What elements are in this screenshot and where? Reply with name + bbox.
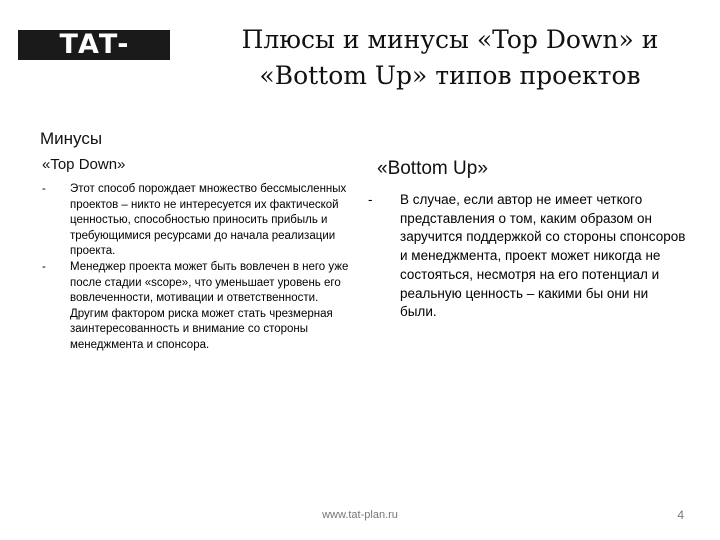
list-item (42, 182, 352, 260)
bottom-up-heading: «Bottom Up» (377, 158, 488, 179)
list-item-text: В случае, если автор не имеет четкого представления о том, каким образом он заручится поддержкой со стороны спонсоров и менеджмента, проект может никогда не состояться, несмотря на его потенциал и реальную ценность – какими бы они ни были. (400, 192, 686, 320)
top-down-cons-list (42, 182, 352, 354)
footer-url: www.tat-plan.ru (322, 509, 398, 521)
list-item-text: Этот способ порождает множество бессмысленных проектов – никто не интересуется их фактической ценностью, способностью приносить прибыль и требующимися ресурсами до начала реализации проекта. (70, 183, 347, 258)
cons-heading: Минусы (40, 129, 103, 148)
slide-title-line-2: «Bottom Up» типов проектов (259, 61, 641, 90)
slide-title-line-1: Плюсы и минусы «Top Down» и (241, 25, 659, 54)
top-down-heading: «Top Down» (42, 156, 126, 173)
list-item (42, 260, 352, 354)
list-item (368, 191, 688, 322)
list-dash: - (368, 192, 373, 207)
list-dash: - (42, 183, 46, 195)
page-number: 4 (677, 508, 684, 522)
list-item-text: Менеджер проекта может быть вовлечен в него уже после стадии «scope», что уменьшает уровень его вовлеченности, мотивации и ответственности. Другим фактором риска может стать чрезмерная заинтересованность и внимание со стороны менеджмента и спонсора. (70, 260, 349, 351)
tat-plan-logo: ТАТ-ПЛАН (18, 30, 170, 60)
list-dash: - (42, 260, 46, 273)
bottom-up-cons-list (368, 191, 688, 322)
slide-title (200, 22, 700, 94)
